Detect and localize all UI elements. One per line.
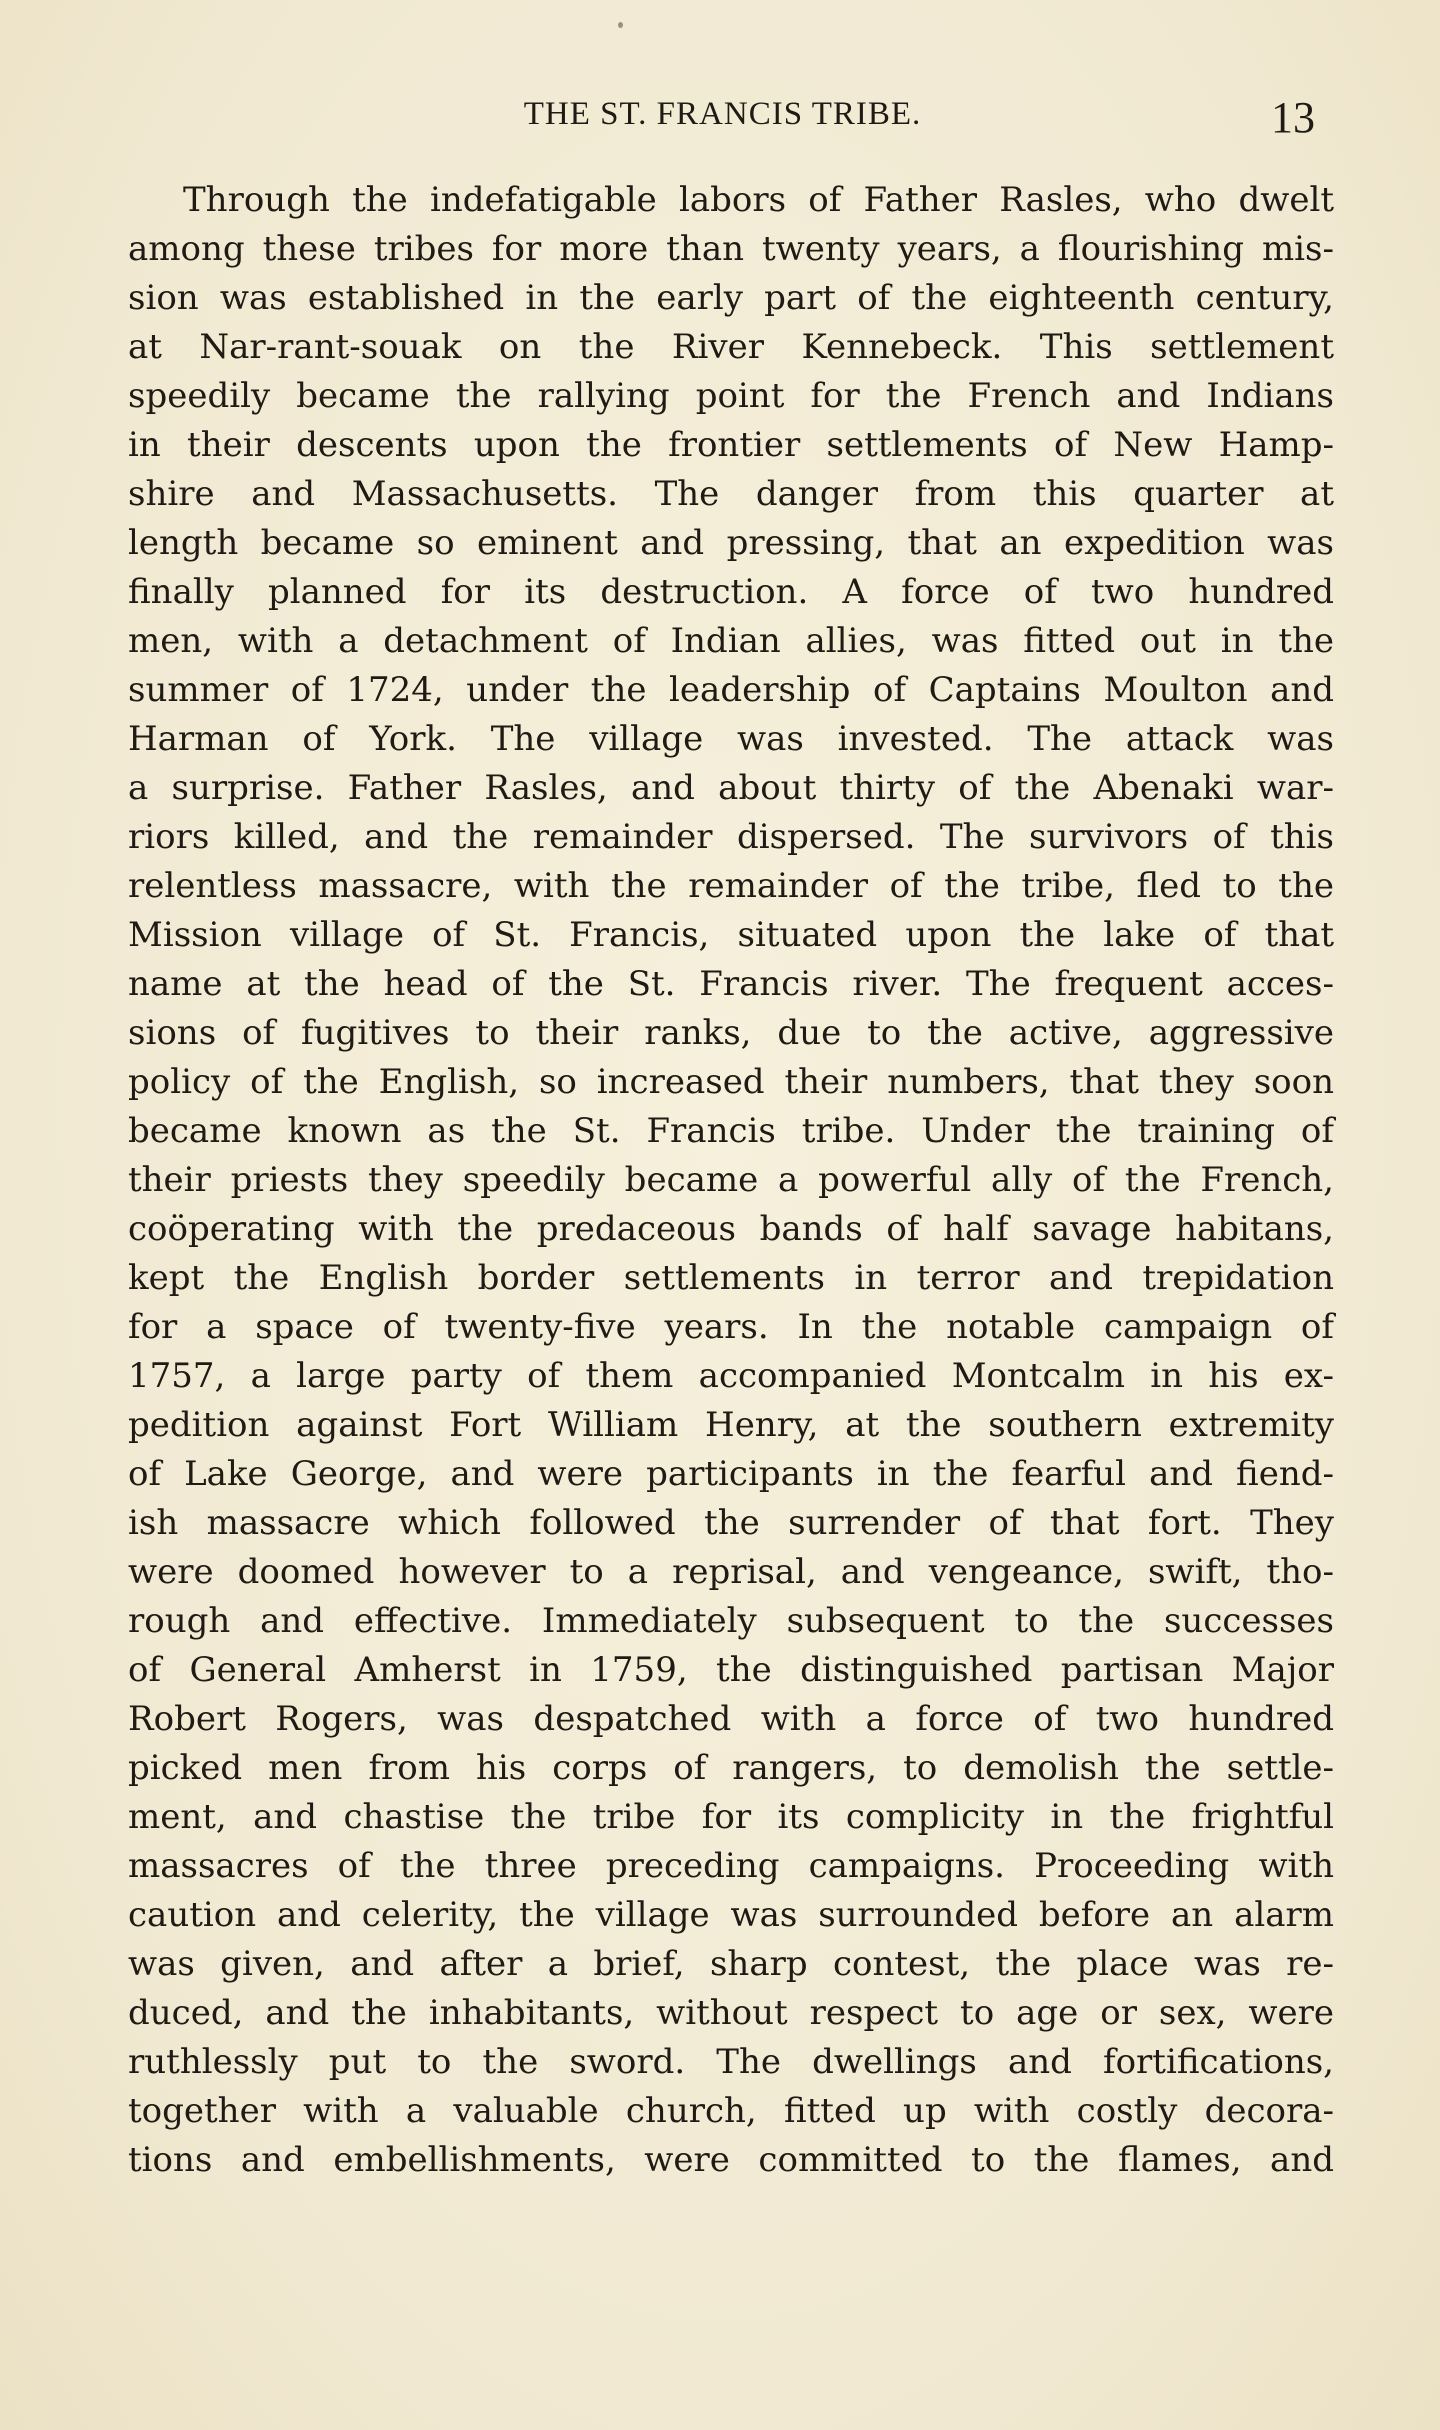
text-line: Harman of York. The village was invested. The attack was [128,719,1334,759]
print-speck [618,22,623,28]
text-line: among these tribes for more than twenty years, a flourishing mis- [128,229,1334,269]
text-line: riors killed, and the remainder dispersed. The survivors of this [128,817,1334,857]
page-number: 13 [1271,93,1315,142]
text-line: Through the indefatigable labors of Father Rasles, who dwelt [183,180,1334,220]
text-line: massacres of the three preceding campaigns. Proceeding with [128,1846,1334,1886]
text-line: 1757, a large party of them accompanied Montcalm in his ex- [128,1356,1334,1396]
text-line: Robert Rogers, was despatched with a force of two hundred [128,1699,1334,1739]
text-line: finally planned for its destruction. A force of two hundred [128,572,1334,612]
text-line: in their descents upon the frontier settlements of New Hamp- [128,425,1334,465]
text-line: coöperating with the predaceous bands of half savage habitans, [128,1209,1334,1249]
text-line: tions and embellishments, were committed to the flames, and [128,2140,1334,2180]
text-line: a surprise. Father Rasles, and about thirty of the Abenaki war- [128,768,1334,808]
text-line: summer of 1724, under the leadership of Captains Moulton and [128,670,1334,710]
text-line: name at the head of the St. Francis river. The frequent acces- [128,964,1334,1004]
text-line: rough and effective. Immediately subsequent to the successes [128,1601,1334,1641]
text-line: length became so eminent and pressing, that an expedition was [128,523,1334,563]
text-line: pedition against Fort William Henry, at the southern extremity [128,1405,1334,1445]
text-line: men, with a detachment of Indian allies, was fitted out in the [128,621,1334,661]
text-line: together with a valuable church, fitted up with costly decora- [128,2091,1334,2131]
text-line: were doomed however to a reprisal, and vengeance, swift, tho- [128,1552,1334,1592]
text-line: ish massacre which followed the surrender of that fort. They [128,1503,1334,1543]
body-paragraph [128,176,1334,2185]
text-line: speedily became the rallying point for the French and Indians [128,376,1334,416]
text-line: kept the English border settlements in terror and trepidation [128,1258,1334,1298]
text-line: caution and celerity, the village was surrounded before an alarm [128,1895,1334,1935]
text-line: shire and Massachusetts. The danger from this quarter at [128,474,1334,514]
text-line: sion was established in the early part of the eighteenth century, [128,278,1334,318]
text-line: for a space of twenty-five years. In the notable campaign of [128,1307,1334,1347]
text-line: their priests they speedily became a powerful ally of the French, [128,1160,1334,1200]
text-line: became known as the St. Francis tribe. Under the training of [128,1111,1334,1151]
text-line: policy of the English, so increased their numbers, that they soon [128,1062,1334,1102]
running-head [130,92,1315,152]
text-line: sions of fugitives to their ranks, due to the active, aggressive [128,1013,1334,1053]
text-line: at Nar-rant-souak on the River Kennebeck. This settlement [128,327,1334,367]
text-line: was given, and after a brief, sharp contest, the place was re- [128,1944,1334,1984]
text-line: of General Amherst in 1759, the distinguished partisan Major [128,1650,1334,1690]
text-line: of Lake George, and were participants in the fearful and fiend- [128,1454,1334,1494]
text-line: picked men from his corps of rangers, to demolish the settle- [128,1748,1334,1788]
text-line: relentless massacre, with the remainder of the tribe, fled to the [128,866,1334,906]
text-line: Mission village of St. Francis, situated upon the lake of that [128,915,1334,955]
text-line: duced, and the inhabitants, without respect to age or sex, were [128,1993,1334,2033]
text-line: ruthlessly put to the sword. The dwellings and fortifications, [128,2042,1334,2082]
text-line: ment, and chastise the tribe for its complicity in the frightful [128,1797,1334,1837]
running-title: THE ST. FRANCIS TRIBE. [523,96,922,132]
